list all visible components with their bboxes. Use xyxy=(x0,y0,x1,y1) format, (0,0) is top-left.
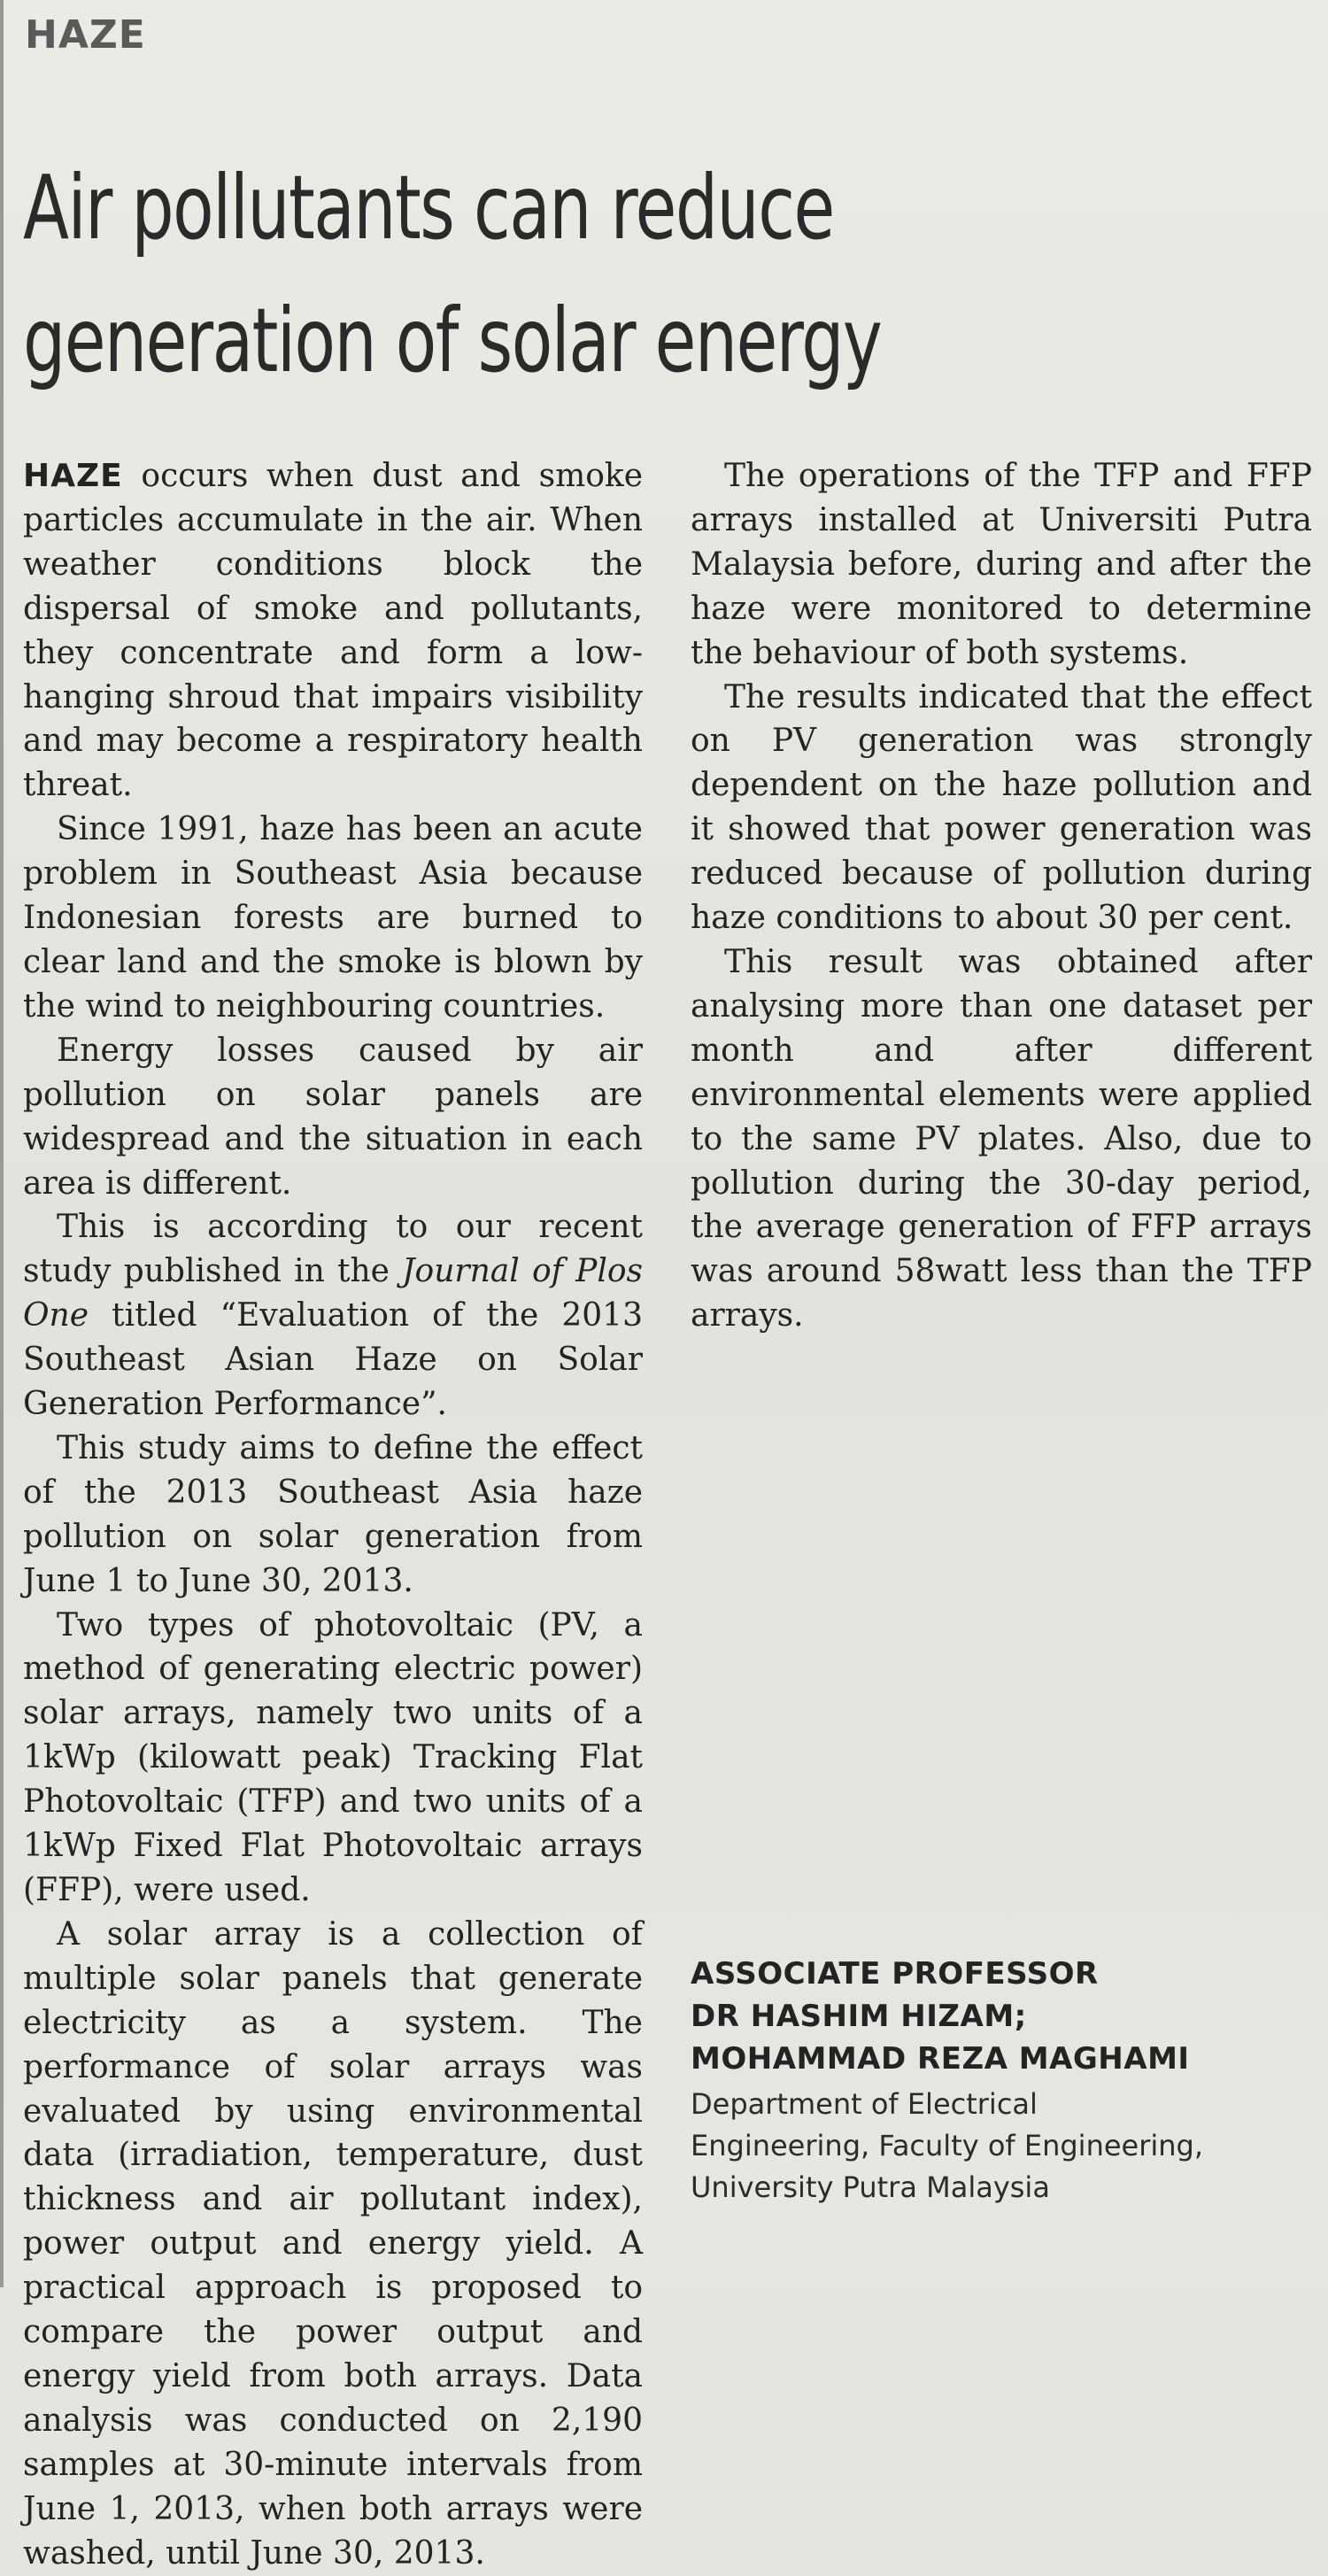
paragraph: Energy losses caused by air pollution on solar panels are widespread and the situation in each area is different. xyxy=(23,1032,643,1202)
headline-line-2: generation of solar energy xyxy=(23,289,882,392)
paragraph-text: titled “Evaluation of the 2013 Southeast Asian Haze on Solar Generation Performance”. xyxy=(23,1297,643,1423)
author-line: MOHAMMAD REZA MAGHAMI xyxy=(691,2041,1190,2077)
byline xyxy=(691,1953,1310,2209)
paragraph: This study aims to define the effect of the 2013 Southeast Asia haze pollution on solar generation from June 1 to June 30, 2013. xyxy=(23,1429,643,1599)
paragraph xyxy=(23,1205,643,1427)
paragraph xyxy=(23,454,643,808)
column-divider xyxy=(0,0,4,2287)
affiliation-line: University Putra Malaysia xyxy=(691,2170,1050,2204)
section-tag: HAZE xyxy=(25,12,146,58)
lead-word: HAZE xyxy=(23,458,123,494)
affiliation-line: Engineering, Faculty of Engineering, xyxy=(691,2129,1204,2162)
article-column-left xyxy=(23,454,643,2576)
paragraph-text: This is according to our recent study published in the xyxy=(23,1209,643,1290)
affiliation xyxy=(691,2084,1310,2209)
paragraph: This result was obtained after analysing more than one dataset per month and after different environmental elements were applied to the same PV plates. Also, due to pollution during the 30-day period, the average generation of FFP arrays was around 58watt less than the TFP arrays. xyxy=(691,943,1312,1334)
author-line: ASSOCIATE PROFESSOR xyxy=(691,1956,1099,1992)
article-column-right xyxy=(691,454,1312,1338)
affiliation-line: Department of Electrical xyxy=(691,2087,1038,2121)
headline-line-1: Air pollutants can reduce xyxy=(23,156,834,259)
paragraph: Two types of photovoltaic (PV, a method of generating electric power) solar arrays, namely two units of a 1kWp (kilowatt peak) Tracking Flat Photovoltaic (TFP) and two units of a 1kWp Fixed Flat Photovoltaic arrays (FFP), were used. xyxy=(23,1606,643,1908)
headline xyxy=(23,142,938,407)
paragraph-text: occurs when dust and smoke particles accumulate in the air. When weather conditions block the dispersal of smoke and pollutants, they concentrate and form a low-hanging shroud that impairs visibility and may become a respiratory health threat. xyxy=(23,458,643,804)
paragraph: A solar array is a collection of multiple solar panels that generate electricity as a system. The performance of solar arrays was evaluated by using environmental data (irradiation, temperature, dust thickness and air pollutant index), power output and energy yield. A practical approach is proposed to compare the power output and energy yield from both arrays. Data analysis was conducted on 2,190 samples at 30-minute intervals from June 1, 2013, when both arrays were washed, until June 30, 2013. xyxy=(23,1915,643,2572)
paragraph: The operations of the TFP and FFP arrays installed at Universiti Putra Malaysia before, during and after the haze were monitored to determine the behaviour of both systems. xyxy=(691,458,1312,671)
paragraph: The results indicated that the effect on PV generation was strongly dependent on the haze pollution and it showed that power generation was reduced because of pollution during haze conditions to about 30 per cent. xyxy=(691,678,1312,937)
paragraph: Since 1991, haze has been an acute problem in Southeast Asia because Indonesian forests are burned to clear land and the smoke is blown by the wind to neighbouring countries. xyxy=(23,811,643,1025)
author-line: DR HASHIM HIZAM; xyxy=(691,1999,1027,2034)
journal-name: Journal of Plos One xyxy=(23,1253,643,1334)
